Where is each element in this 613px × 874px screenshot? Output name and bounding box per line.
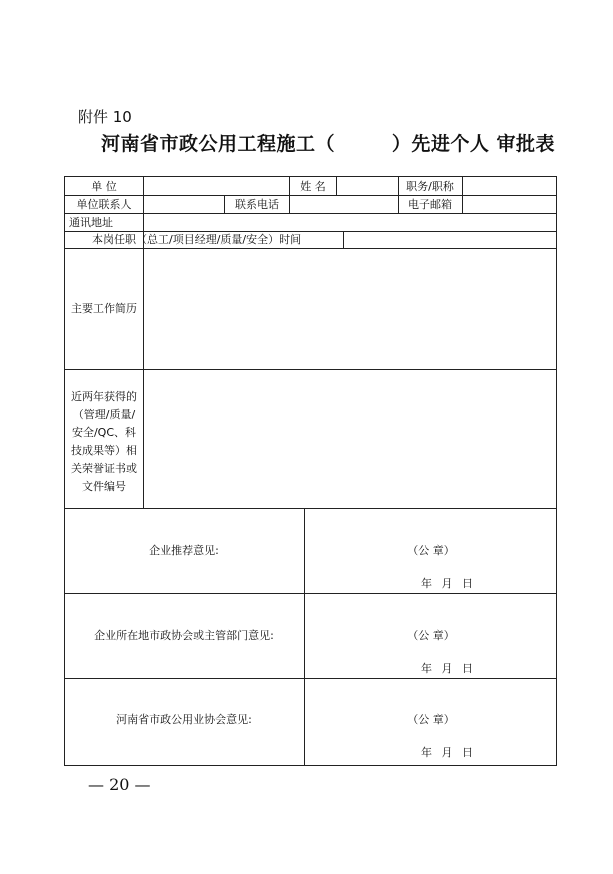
date-line: 年 月 日 (421, 662, 476, 675)
honors-line: 安全/QC、科 (71, 426, 137, 439)
column-divider (398, 176, 399, 213)
honors-line: 关荣誉证书或 (71, 462, 137, 475)
phone-label: 联系电话 (235, 198, 279, 211)
enterprise-opinion-label: 企业推荐意见: (149, 544, 219, 557)
municipal-association-opinion-label: 企业所在地市政协会或主管部门意见: (94, 629, 274, 642)
official-seal: （公 章） (407, 629, 455, 642)
column-divider (289, 176, 290, 195)
honors-line: 技成果等）相 (71, 444, 137, 457)
name-label: 姓 名 (300, 180, 326, 193)
email-label: 电子邮箱 (408, 198, 452, 211)
row-divider (64, 678, 557, 679)
page-number: — 20 — (88, 775, 151, 794)
honors-line: 文件编号 (82, 480, 126, 493)
column-divider (462, 176, 463, 213)
row-divider (64, 213, 557, 214)
date-line: 年 月 日 (421, 577, 476, 590)
attachment-label: 附件 10 (78, 108, 132, 126)
tenure-label: 本岗任职（总工/项目经理/质量/安全）时间 (92, 233, 302, 246)
position-label: 职务/职称 (406, 180, 454, 193)
row-divider (64, 369, 557, 370)
provincial-association-opinion-label: 河南省市政公用业协会意见: (116, 713, 252, 726)
honors-line: 近两年获得的 (71, 390, 137, 403)
unit-label: 单 位 (91, 180, 117, 193)
column-divider (289, 195, 290, 213)
row-divider (64, 593, 557, 594)
column-divider (224, 195, 225, 213)
column-divider (304, 508, 305, 766)
row-divider (64, 508, 557, 509)
row-divider (64, 195, 557, 196)
date-line: 年 月 日 (421, 746, 476, 759)
official-seal: （公 章） (407, 713, 455, 726)
resume-label: 主要工作简历 (71, 302, 137, 315)
unit-contact-label: 单位联系人 (76, 198, 132, 211)
official-seal: （公 章） (407, 544, 455, 557)
row-divider (64, 231, 557, 232)
row-divider (64, 248, 557, 249)
honors-label (66, 388, 142, 496)
column-divider (143, 176, 144, 508)
address-label: 通讯地址 (69, 216, 113, 229)
column-divider (336, 176, 337, 195)
column-divider (343, 231, 344, 248)
honors-line: （管理/质量/ (72, 408, 136, 421)
form-title: 河南省市政公用工程施工（ ）先进个人 审批表 (101, 133, 556, 155)
